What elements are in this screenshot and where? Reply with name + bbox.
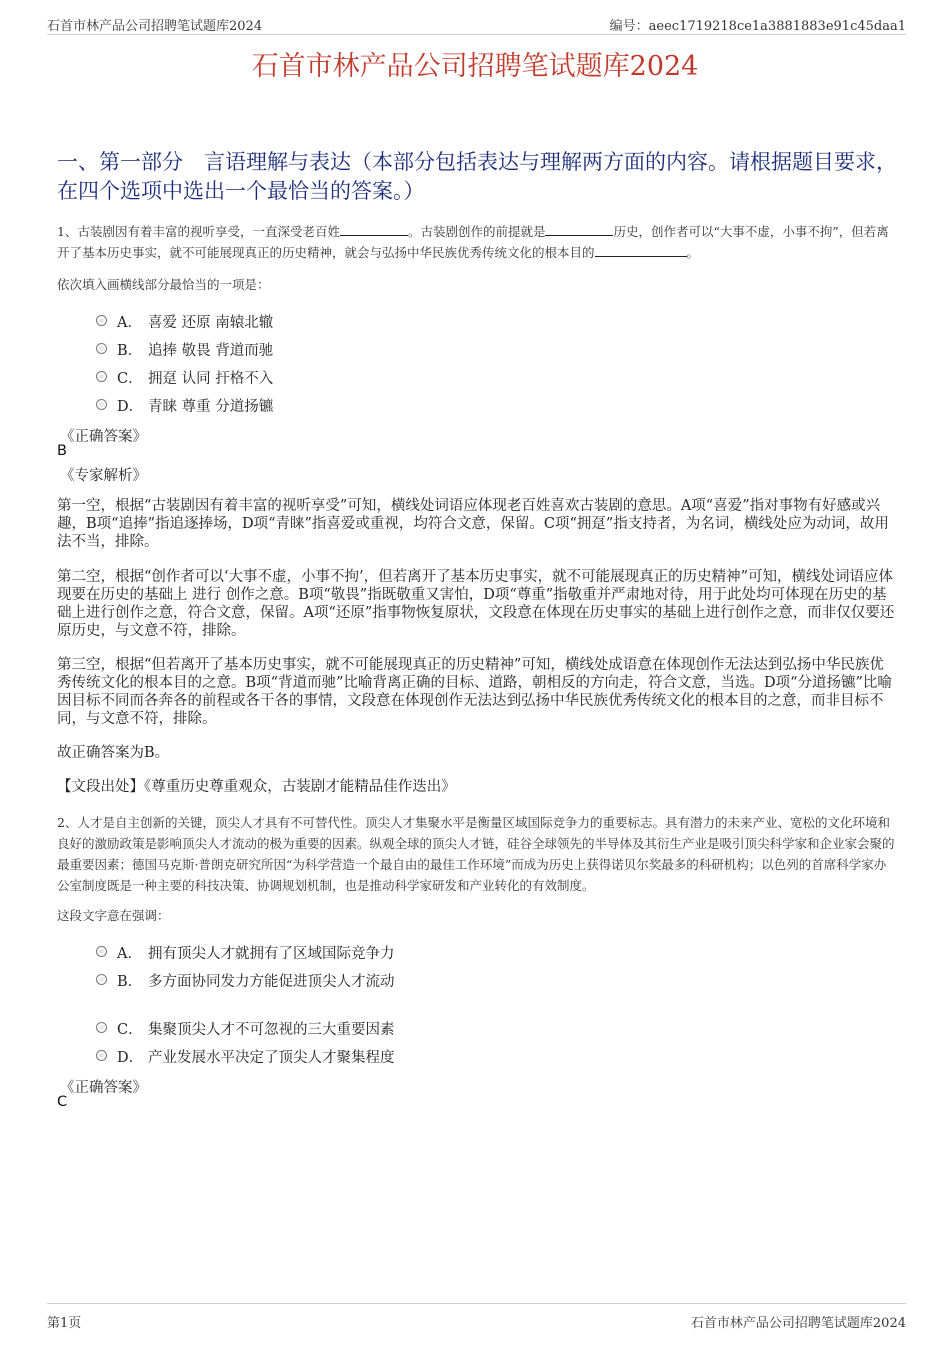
header-doc-id: 编号：aeec1719218ce1a3881883e91c45daa1 [609, 19, 906, 34]
page-number: 第1页 [47, 1316, 82, 1331]
radio-icon[interactable] [96, 399, 107, 410]
radio-icon[interactable] [96, 315, 107, 326]
q1-text-part1: 1、古装剧因有着丰富的视听享受，一直深受老百姓 [57, 224, 340, 239]
question-2-prompt: 这段文字意在强调： [57, 908, 170, 923]
footer-doc-title: 石首市林产品公司招聘笔试题库2024 [690, 1316, 906, 1331]
page-header [47, 14, 906, 35]
option-key: B． [117, 343, 143, 359]
option-text: 追捧 敬畏 背道而驰 [148, 343, 274, 359]
radio-icon[interactable] [96, 946, 107, 957]
blank-2 [545, 224, 613, 236]
radio-icon[interactable] [96, 1022, 107, 1033]
q1-source: 【文段出处】《尊重历史尊重观众，古装剧才能精品佳作迭出》 [57, 779, 456, 795]
q2-answer-label: 《正确答案》 [60, 1080, 147, 1096]
option-text: 青睐 尊重 分道扬镳 [148, 399, 274, 415]
q2-answer: C [57, 1094, 68, 1110]
q1-analysis-label: 《专家解析》 [60, 468, 147, 484]
option-key: D． [117, 399, 144, 415]
question-2-text: 2、人才是自主创新的关键，顶尖人才具有不可替代性。顶尖人才集聚水平是衡量区域国际竞争力的重要标志。具有潜力的未来产业、宽松的文化环境和良好的激励政策是影响顶尖人才流动的极为重要的因素。纵观全球的顶尖人才链，硅谷全球领先的半导体及其衍生产业是吸引顶尖科学家和企业家会聚的最重要因素；德国马克斯·普朗克研究所因“为科学营造一个最自由的最佳工作环境”而成为历史上获得诺贝尔奖最多的科研机构；以色列的首席科学家办公室制度既是一种主要的科技决策、协调规划机制，也是推动科学家研发和产业转化的有效制度。 [57, 815, 895, 893]
option-text: 拥趸 认同 扞格不入 [148, 371, 274, 387]
option-key: C． [117, 1022, 143, 1038]
option-text: 喜爱 还原 南辕北辙 [148, 315, 274, 331]
blank-1 [340, 224, 408, 236]
option-text: 多方面协同发力方能促进顶尖人才流动 [148, 974, 395, 990]
header-doc-title: 石首市林产品公司招聘笔试题库2024 [47, 19, 263, 34]
q1-conclusion: 故正确答案为B。 [57, 745, 170, 761]
option-text: 产业发展水平决定了顶尖人才聚集程度 [148, 1050, 395, 1066]
section-heading: 一、第一部分 言语理解与表达（本部分包括表达与理解两方面的内容。请根据题目要求，在四个选项中选出一个最恰当的答案。） [57, 150, 897, 203]
radio-icon[interactable] [96, 1050, 107, 1061]
option-key: C． [117, 371, 143, 387]
q1-answer-label: 《正确答案》 [60, 429, 147, 445]
option-text: 集聚顶尖人才不可忽视的三大重要因素 [148, 1022, 395, 1038]
q1-analysis-paragraph-1: 第一空，根据“古装剧因有着丰富的视听享受”可知，横线处词语应体现老百姓喜欢古装剧的意思。A项“喜爱”指对事物有好感或兴趣，B项“追捧”指追逐捧场，D项“青睐”指喜爱或重视，均符合文意，保留。C项“拥趸”指支持者，为名词，横线处应为动词，故用法不当，排除。 [57, 498, 889, 550]
q1-analysis-paragraph-2: 第二空，根据“创作者可以‘大事不虚，小事不拘’，但若离开了基本历史事实，就不可能展现真正的历史精神”可知，横线处词语应体现要在历史的基础上 进行 创作之意。B项“敬畏”指既敬重又害怕，D项“尊重”指敬重并严肃地对待，用于此处均可体现在历史的基础上进行创作之意，符合文意，保留。A项“还原”指事物恢复原状，文段意在体现在历史事实的基础上进行创作之意，而非仅仅要还原历史，与文意不符，排除。 [57, 569, 895, 639]
q1-text-part3: 历史，创作者可以“大事不虚，小事不拘”，但若离开了基本历史事实，就不可能展现真正的历史精神，就会与弘扬中华民族优秀传统文化的根本目的 [57, 224, 889, 260]
question-1-prompt: 依次填入画横线部分最恰当的一项是： [57, 277, 270, 292]
radio-icon[interactable] [96, 974, 107, 985]
option-key: A． [117, 315, 142, 331]
option-text: 拥有顶尖人才就拥有了区域国际竞争力 [148, 946, 395, 962]
q1-answer: B [57, 443, 67, 459]
option-key: B． [117, 974, 143, 990]
q1-text-part4: 。 [686, 245, 700, 260]
document-title: 石首市林产品公司招聘笔试题库2024 [251, 51, 699, 82]
q1-analysis-paragraph-3: 第三空，根据“但若离开了基本历史事实，就不可能展现真正的历史精神”可知，横线处成语意在体现创作无法达到弘扬中华民族优秀传统文化的根本目的之意。B项“背道而驰”比喻背离正确的目标、道路，朝相反的方向走，符合文意，当选。D项“分道扬镳”比喻因目标不同而各奔各的前程或各干各的事情，文段意在体现创作无法达到弘扬中华民族优秀传统文化的根本目的之意，而非目标不同，与文意不符，排除。 [57, 657, 892, 727]
radio-icon[interactable] [96, 343, 107, 354]
question-1-text [57, 221, 895, 263]
page-footer [47, 1303, 906, 1331]
blank-3 [595, 245, 687, 257]
option-key: D． [117, 1050, 144, 1066]
radio-icon[interactable] [96, 371, 107, 382]
q1-text-part2: 。古装剧创作的前提就是 [407, 224, 546, 239]
option-key: A． [117, 946, 142, 962]
